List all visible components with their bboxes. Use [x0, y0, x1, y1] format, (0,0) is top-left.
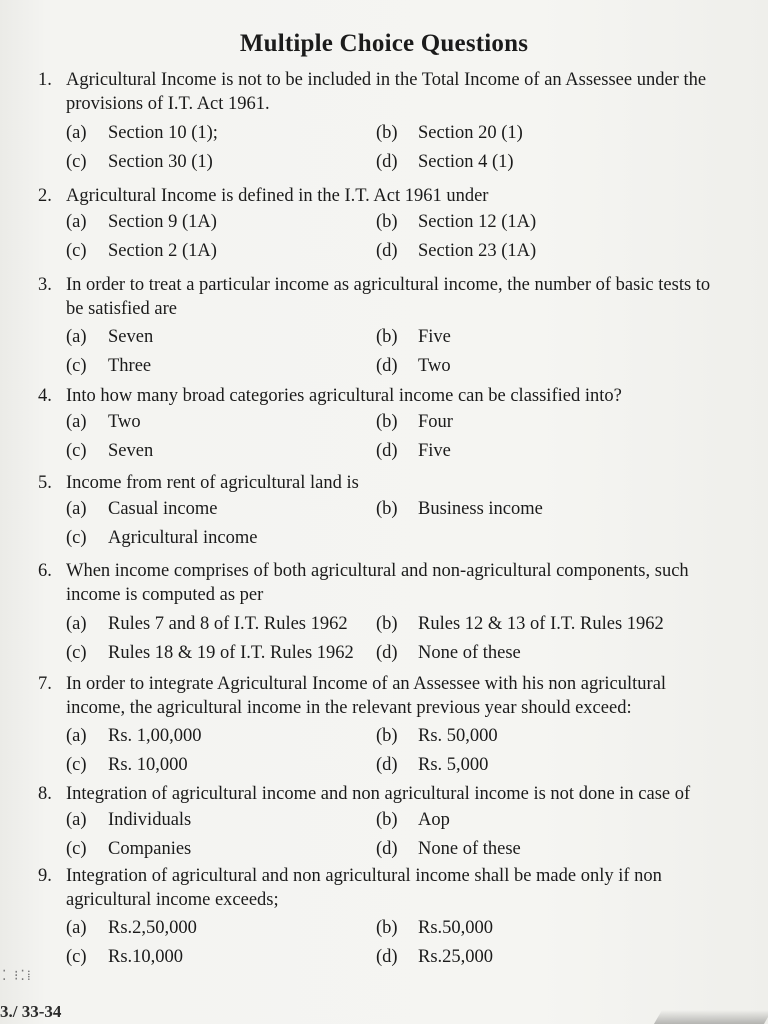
option-c: (c) Section 30 (1)	[66, 152, 213, 172]
option-a: (a) Rs.2,50,000	[66, 918, 197, 938]
option-b: (b) Rs.50,000	[376, 918, 494, 938]
question-text: Agricultural Income is not to be included in the Total Income of an Assessee under the provisions of I.T. Act 1961.	[66, 70, 707, 114]
option-d: (d) Rs.25,000	[376, 947, 494, 967]
option-b: (b) Five	[376, 327, 451, 347]
question-8	[38, 782, 718, 864]
page-reference: 3./ 33-34	[0, 1002, 62, 1021]
option-a: (a) Section 9 (1A)	[66, 212, 217, 232]
option-a: (a) Seven	[66, 327, 154, 347]
question-number: 3.	[38, 275, 52, 295]
option-d: (d) Five	[376, 441, 451, 461]
question-number: 9.	[38, 866, 52, 886]
option-b: (b) Business income	[376, 499, 543, 519]
option-d: (d) None of these	[376, 839, 521, 859]
option-a: (a) Rs. 1,00,000	[66, 726, 202, 746]
question-text: Agricultural Income is defined in the I.T. Act 1961 under	[66, 186, 489, 206]
option-c: (c) Agricultural income	[66, 528, 258, 548]
option-c: (c) Companies	[66, 839, 192, 859]
question-7	[38, 672, 718, 780]
option-a: (a) Individuals	[66, 810, 192, 830]
question-text: Into how many broad categories agricultural income can be classified into?	[66, 386, 622, 406]
question-number: 8.	[38, 784, 52, 804]
option-c: (c) Rs. 10,000	[66, 755, 188, 775]
option-b: (b) Aop	[376, 810, 450, 830]
option-a: (a) Two	[66, 412, 141, 432]
option-d: (d) None of these	[376, 643, 521, 663]
question-text: In order to integrate Agricultural Income of an Assessee with his non agricultural income, the agricultural income in the relevant previous year should exceed:	[66, 674, 667, 718]
option-d: (d) Two	[376, 356, 451, 376]
page-title: Multiple Choice Questions	[239, 30, 529, 57]
question-2	[38, 184, 718, 266]
option-c: (c) Section 2 (1A)	[66, 241, 217, 261]
option-c: (c) Seven	[66, 441, 154, 461]
question-4	[38, 384, 718, 466]
page-edge-shadow	[654, 1010, 768, 1024]
question-text: Integration of agricultural income and non agricultural income is not done in case of	[66, 784, 691, 804]
question-5	[38, 471, 718, 553]
question-number: 2.	[38, 186, 52, 206]
option-c: (c) Rules 18 & 19 of I.T. Rules 1962	[66, 643, 354, 663]
option-d: (d) Section 4 (1)	[376, 152, 514, 172]
question-6	[38, 559, 718, 668]
question-3	[38, 273, 718, 381]
question-number: 1.	[38, 70, 52, 90]
question-1	[38, 68, 718, 177]
option-b: (b) Section 20 (1)	[376, 123, 523, 143]
option-d: (d) Section 23 (1A)	[376, 241, 537, 261]
option-a: (a) Section 10 (1);	[66, 123, 218, 143]
question-number: 5.	[38, 473, 52, 493]
option-b: (b) Four	[376, 412, 453, 432]
question-number: 4.	[38, 386, 52, 406]
question-number: 7.	[38, 674, 52, 694]
question-text: In order to treat a particular income as agricultural income, the number of basic tests to be satisfied are	[66, 275, 711, 319]
question-number: 6.	[38, 561, 52, 581]
option-b: (b) Rules 12 & 13 of I.T. Rules 1962	[376, 614, 664, 634]
question-text: Integration of agricultural and non agricultural income shall be made only if non agricultural income exceeds;	[66, 866, 662, 910]
option-b: (b) Section 12 (1A)	[376, 212, 537, 232]
question-text: When income comprises of both agricultural and non-agricultural components, such income is computed as per	[66, 561, 689, 605]
question-text: Income from rent of agricultural land is	[66, 473, 359, 493]
option-d: (d) Rs. 5,000	[376, 755, 489, 775]
question-9	[38, 864, 718, 972]
scan-specks: ⁚ ⁝⁚⁞	[2, 969, 33, 984]
option-b: (b) Rs. 50,000	[376, 726, 498, 746]
option-c: (c) Three	[66, 356, 152, 376]
option-c: (c) Rs.10,000	[66, 947, 184, 967]
option-a: (a) Casual income	[66, 499, 218, 519]
option-a: (a) Rules 7 and 8 of I.T. Rules 1962	[66, 614, 348, 634]
